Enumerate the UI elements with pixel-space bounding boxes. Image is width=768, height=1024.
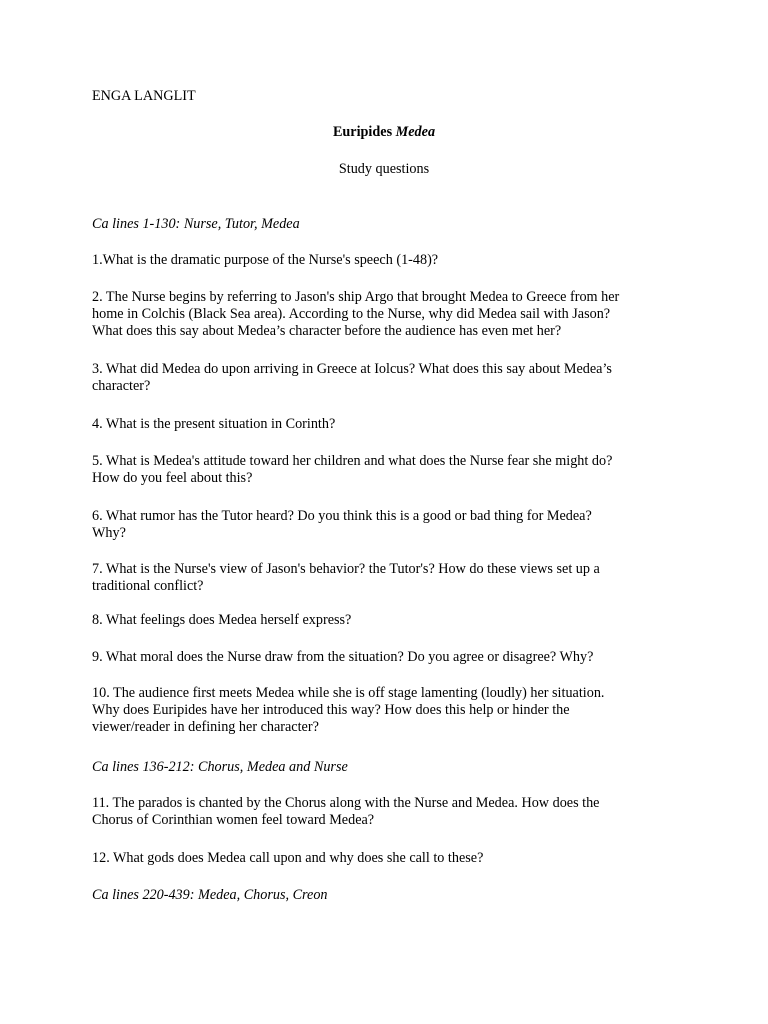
- title-work: Medea: [395, 124, 436, 140]
- question-4: 4. What is the present situation in Corinth?: [92, 416, 336, 432]
- question-7: 7. What is the Nurse's view of Jason's behavior? the Tutor's? How do these views set up a traditional conflict?: [92, 561, 600, 594]
- document-subtitle: Study questions: [338, 161, 430, 177]
- question-12: 12. What gods does Medea call upon and why does she call to these?: [92, 850, 484, 866]
- course-code: ENGA LANGLIT: [92, 88, 196, 104]
- question-9: 9. What moral does the Nurse draw from the situation? Do you agree or disagree? Why?: [92, 649, 594, 665]
- title-author: Euripides: [332, 124, 393, 140]
- question-5: 5. What is Medea's attitude toward her children and what does the Nurse fear she might do? How do you feel about this?: [92, 453, 613, 486]
- question-11: 11. The parados is chanted by the Chorus along with the Nurse and Medea. How does the Chorus of Corinthian women feel toward Medea?: [92, 795, 600, 828]
- question-8: 8. What feelings does Medea herself express?: [92, 612, 352, 628]
- question-3: 3. What did Medea do upon arriving in Greece at Iolcus? What does this say about Medea’s character?: [92, 361, 612, 394]
- question-1: 1.What is the dramatic purpose of the Nurse's speech (1-48)?: [92, 252, 439, 268]
- section-heading-2: Ca lines 136-212: Chorus, Medea and Nurse: [92, 759, 348, 775]
- section-heading-1: Ca lines 1-130: Nurse, Tutor, Medea: [92, 216, 300, 232]
- question-6: 6. What rumor has the Tutor heard? Do you think this is a good or bad thing for Medea? Why?: [92, 508, 592, 541]
- question-10: 10. The audience first meets Medea while she is off stage lamenting (loudly) her situation. Why does Euripides have her introduced this way? How does this help or hinder the viewer/reader in defining her character?: [92, 685, 605, 735]
- question-2: 2. The Nurse begins by referring to Jason's ship Argo that brought Medea to Greece from her home in Colchis (Black Sea area). According to the Nurse, why did Medea sail with Jason? What does this say about Medea’s character before the audience has even met her?: [92, 289, 620, 339]
- section-heading-3: Ca lines 220-439: Medea, Chorus, Creon: [92, 887, 328, 903]
- document-title: [0, 124, 768, 141]
